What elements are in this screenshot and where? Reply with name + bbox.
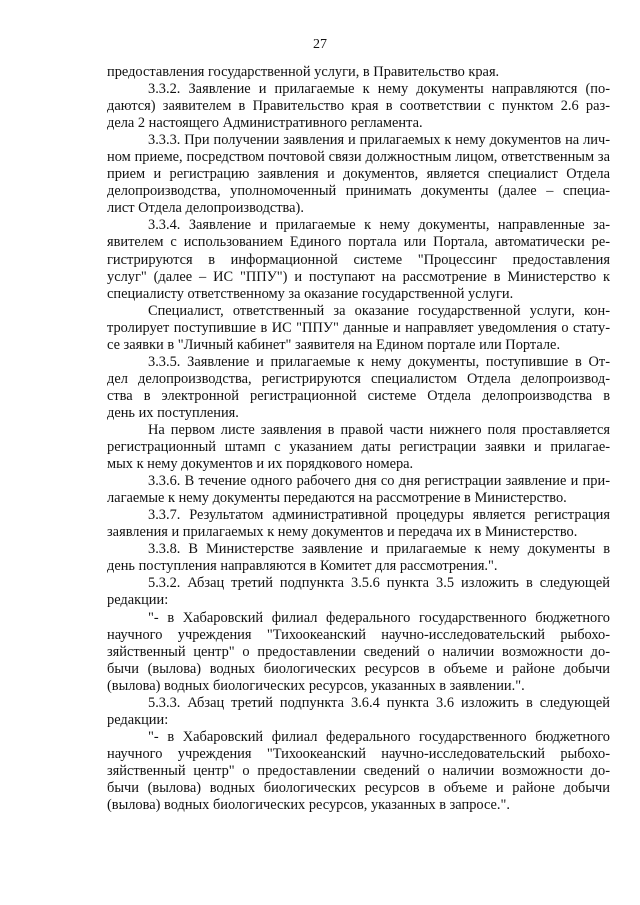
page-number: 27 [313,37,327,52]
text-line: 3.3.8. В Министерстве заявление и прилагаемые к нему документы в [148,541,610,558]
text-line: научного учреждения "Тихоокеанский научно-исследовательский рыбохо- [107,626,610,643]
text-line: явителем с использованием Единого портала или Портала, автоматически ре- [107,234,610,251]
text-line: 3.3.7. Результатом административной процедуры является регистрация [148,507,610,524]
text-line: гистрируются в информационной системе "Процессинг предоставления [107,251,610,268]
text-line: Специалист, ответственный за оказание государственной услуги, кон- [148,302,610,319]
text-line: лист Отдела делопроизводства). [107,200,304,217]
text-line: даются) заявителем в Правительство края в соответствии с пунктом 2.6 раз- [107,98,610,115]
text-line: (вылова) водных биологических ресурсов, указанных в заявлении.". [107,677,525,694]
text-line: тролирует поступившие в ИС "ППУ" данные и направляет уведомления о стату- [107,319,610,336]
text-line: делопроизводства, уполномоченный принимать документы (далее – специа- [107,183,610,200]
text-line: дел делопроизводства, регистрируются специалистом Отдела делопроизвод- [107,370,610,387]
text-line: 3.3.5. Заявление и прилагаемые к нему документы, поступившие в От- [148,353,610,370]
text-line: услуг" (далее – ИС "ППУ") и поступают на рассмотрение в Министерство к [107,268,610,285]
text-line: "- в Хабаровский филиал федерального государственного бюджетного [148,609,610,626]
text-line: ства в электронной регистрационной системе Отдела делопроизводства в [107,387,610,404]
text-line: ном приеме, посредством почтовой связи должностным лицом, ответственным за [107,149,610,166]
text-line: зяйственный центр" о предоставлении сведений о наличии возможности до- [107,762,610,779]
text-line: бычи (вылова) водных биологических ресурсов в объеме и районе добычи [107,660,610,677]
text-line: 3.3.2. Заявление и прилагаемые к нему документы направляются (по- [148,81,610,98]
text-line: научного учреждения "Тихоокеанский научно-исследовательский рыбохо- [107,745,610,762]
text-line: 3.3.4. Заявление и прилагаемые к нему документы, направленные за- [148,217,610,234]
text-line: мых к нему документов и их порядкового номера. [107,456,414,473]
text-line: прием и регистрацию заявления и документов, является специалист Отдела [107,166,610,183]
text-line: редакции: [107,711,169,728]
text-line: (вылова) водных биологических ресурсов, указанных в запросе.". [107,797,510,814]
text-line: 5.3.2. Абзац третий подпункта 3.5.6 пункта 3.5 изложить в следующей [148,575,610,592]
text-line: день поступления направляются в Комитет для рассмотрения.". [107,558,498,575]
text-line: 3.3.6. В течение одного рабочего дня со дня регистрации заявление и при- [148,473,610,490]
text-line: заявления и прилагаемых к нему документов и передача их в Министерство. [107,524,578,541]
document-body [107,64,610,814]
text-line: бычи (вылова) водных биологических ресурсов в объеме и районе добычи [107,779,610,796]
text-line: се заявки в "Личный кабинет" заявителя на Едином портале или Портале. [107,336,561,353]
text-line: 3.3.3. При получении заявления и прилагаемых к нему документов на лич- [148,132,610,149]
text-line: редакции: [107,592,169,609]
text-line: "- в Хабаровский филиал федерального государственного бюджетного [148,728,610,745]
text-line: зяйственный центр" о предоставлении сведений о наличии возможности до- [107,643,610,660]
text-line: день их поступления. [107,404,239,421]
text-line: специалисту ответственному за оказание государственной услуги. [107,285,514,302]
text-line: регистрационный штамп с указанием даты регистрации заявки и прилагае- [107,439,610,456]
text-line: На первом листе заявления в правой части нижнего поля проставляется [148,421,610,438]
text-line: 5.3.3. Абзац третий подпункта 3.6.4 пункта 3.6 изложить в следующей [148,694,610,711]
text-line: предоставления государственной услуги, в Правительство края. [107,64,500,80]
text-line: лагаемые к нему документы передаются на рассмотрение в Министерство. [107,490,567,507]
text-line: дела 2 настоящего Административного регламента. [107,115,423,132]
